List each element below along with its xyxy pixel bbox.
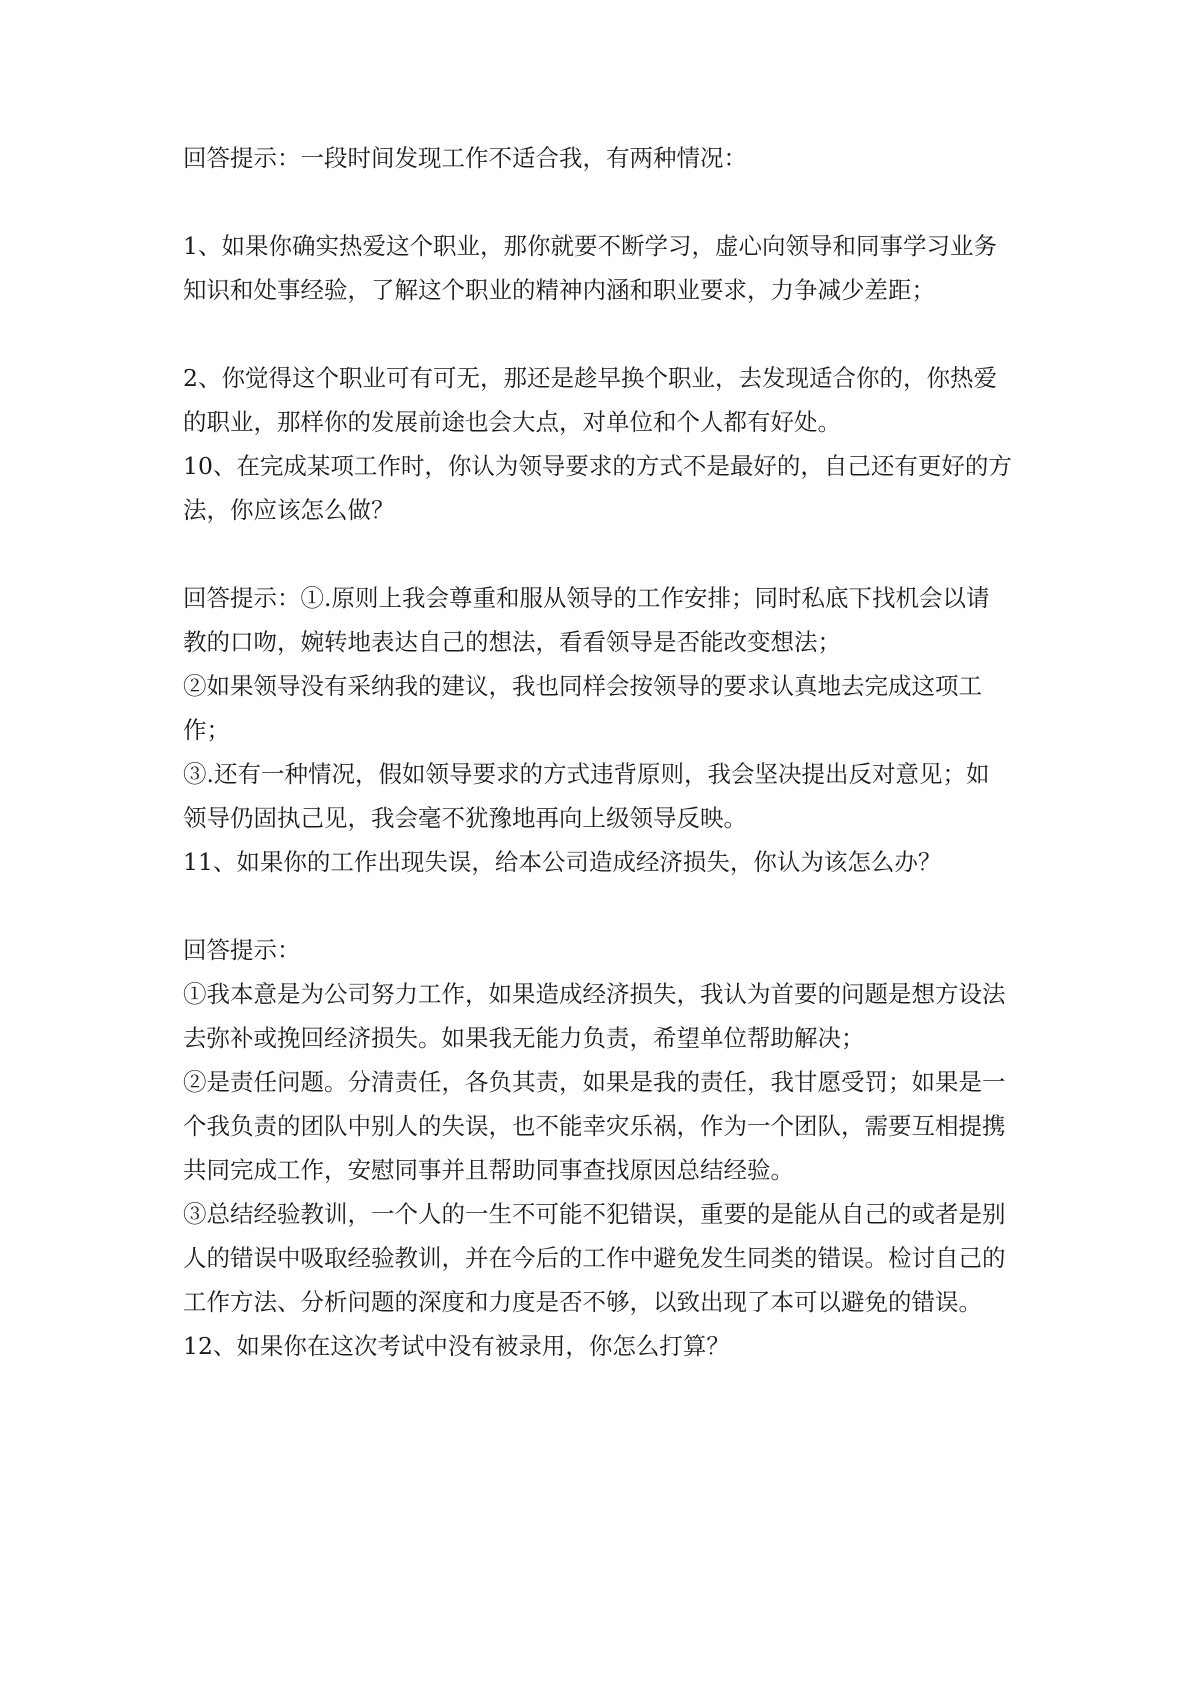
question-line: 11、如果你的工作出现失误，给本公司造成经济损失，你认为该怎么办？ <box>183 848 942 876</box>
question-line: 12、如果你在这次考试中没有被录用，你怎么打算？ <box>183 1332 730 1360</box>
answer-hint-heading: 回答提示：一段时间发现工作不适合我，有两种情况： <box>183 144 747 172</box>
answer-hint-heading: 回答提示： <box>183 936 301 964</box>
body-line: ②如果领导没有采纳我的建议，我也同样会按领导的要求认真地去完成这项工 <box>183 672 982 700</box>
body-line: 教的口吻，婉转地表达自己的想法，看看领导是否能改变想法； <box>183 628 841 656</box>
body-line: ③.还有一种情况，假如领导要求的方式违背原则，我会坚决提出反对意见；如 <box>183 760 990 788</box>
body-line: ①我本意是为公司努力工作，如果造成经济损失，我认为首要的问题是想方设法 <box>183 980 1006 1008</box>
body-line: 1、如果你确实热爱这个职业，那你就要不断学习，虚心向领导和同事学习业务 <box>183 232 997 260</box>
question-line: 法，你应该怎么做？ <box>183 496 395 524</box>
answer-hint-line: 回答提示：①.原则上我会尊重和服从领导的工作安排；同时私底下找机会以请 <box>183 584 990 612</box>
body-line: 作； <box>183 716 230 744</box>
body-line: 的职业，那样你的发展前途也会大点，对单位和个人都有好处。 <box>183 408 841 436</box>
body-line: 共同完成工作，安慰同事并且帮助同事查找原因总结经验。 <box>183 1156 794 1184</box>
body-line: 人的错误中吸取经验教训，并在今后的工作中避免发生同类的错误。检讨自己的 <box>183 1244 1006 1272</box>
question-line: 10、在完成某项工作时，你认为领导要求的方式不是最好的，自己还有更好的方 <box>183 452 1012 480</box>
body-line: 领导仍固执己见，我会毫不犹豫地再向上级领导反映。 <box>183 804 747 832</box>
body-line: 知识和处事经验，了解这个职业的精神内涵和职业要求，力争减少差距； <box>183 276 935 304</box>
body-line: 工作方法、分析问题的深度和力度是否不够，以致出现了本可以避免的错误。 <box>183 1288 982 1316</box>
body-line: ③总结经验教训，一个人的一生不可能不犯错误，重要的是能从自己的或者是别 <box>183 1200 1006 1228</box>
body-line: ②是责任问题。分清责任，各负其责，如果是我的责任，我甘愿受罚；如果是一 <box>183 1068 1006 1096</box>
body-line: 去弥补或挽回经济损失。如果我无能力负责，希望单位帮助解决； <box>183 1024 865 1052</box>
body-line: 2、你觉得这个职业可有可无，那还是趁早换个职业，去发现适合你的，你热爱 <box>183 364 997 392</box>
body-line: 个我负责的团队中别人的失误，也不能幸灾乐祸，作为一个团队，需要互相提携 <box>183 1112 1006 1140</box>
